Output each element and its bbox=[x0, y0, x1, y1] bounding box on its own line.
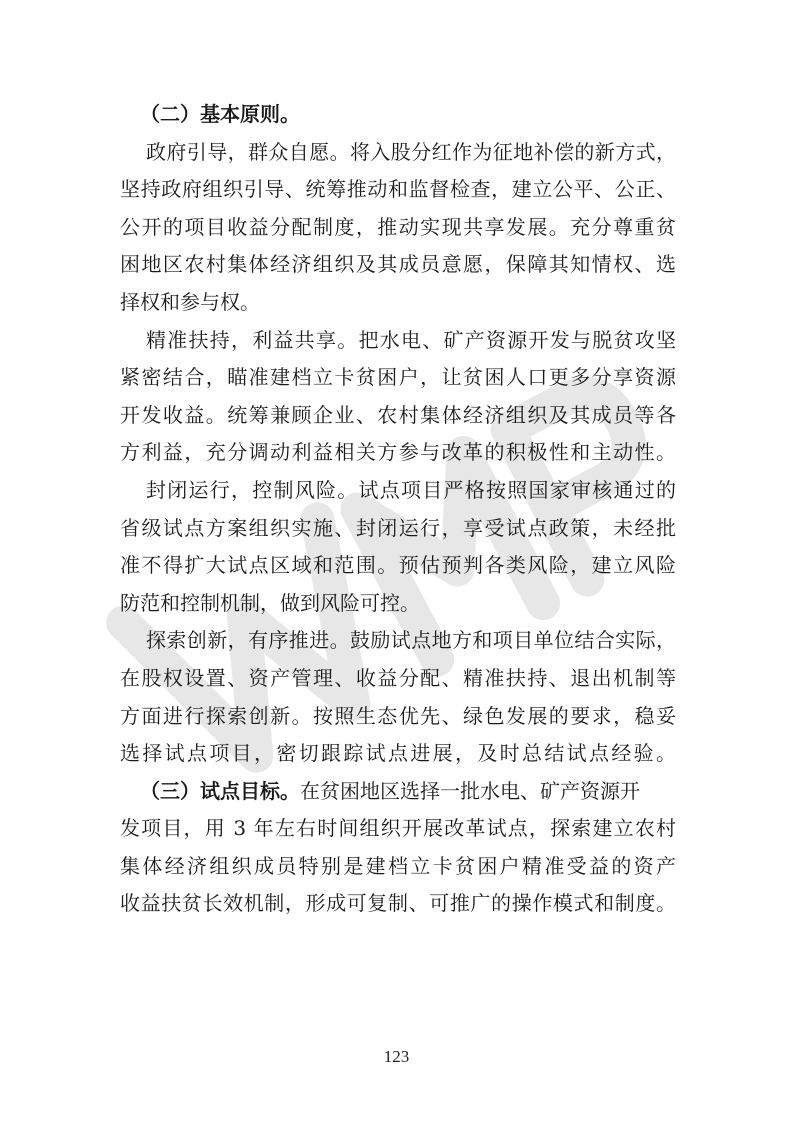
text-line-rest: 在贫困地区选择一批水电、矿产资源开 bbox=[300, 778, 640, 803]
text-line: 发项目，用 3 年左右时间组织开展改革试点，探索建立农村 bbox=[120, 816, 676, 841]
text-line: 困地区农村集体经济组织及其成员意愿，保障其知情权、选 bbox=[120, 252, 676, 277]
text-line: 封闭运行，控制风险。试点项目严格按照国家审核通过的 bbox=[146, 477, 676, 502]
paragraph-government-guidance bbox=[120, 134, 676, 322]
text-line: 精准扶持，利益共享。把水电、矿产资源开发与脱贫攻坚 bbox=[146, 327, 676, 352]
text-line: 在股权设置、资产管理、收益分配、精准扶持、退出机制等 bbox=[120, 665, 676, 690]
text-line: 坚持政府组织引导、统筹推动和监督检查，建立公平、公正、 bbox=[120, 177, 676, 202]
text-line: 探索创新，有序推进。鼓励试点地方和项目单位结合实际， bbox=[146, 628, 676, 653]
paragraph-closed-operation bbox=[120, 472, 676, 622]
paragraph-exploration-innovation bbox=[120, 622, 676, 772]
text-line: 集体经济组织成员特别是建档立卡贫困户精准受益的资产 bbox=[120, 853, 676, 878]
text-line: 方面进行探索创新。按照生态优先、绿色发展的要求，稳妥 bbox=[120, 703, 676, 728]
text-line bbox=[120, 773, 676, 811]
text-line: 方利益，充分调动利益相关方参与改革的积极性和主动性。 bbox=[120, 440, 676, 465]
document-body bbox=[120, 96, 676, 923]
text-line: 省级试点方案组织实施、封闭运行，享受试点政策，未经批 bbox=[120, 515, 676, 540]
text-line: 收益扶贫长效机制，形成可复制、可推广的操作模式和制度。 bbox=[120, 891, 676, 916]
text-line: 择权和参与权。 bbox=[120, 289, 260, 314]
text-line: 紧密结合，瞄准建档立卡贫困户，让贫困人口更多分享资源 bbox=[120, 365, 676, 390]
text-line: 选择试点项目，密切跟踪试点进展，及时总结试点经验。 bbox=[120, 741, 676, 766]
text-line: 公开的项目收益分配制度，推动实现共享发展。充分尊重贫 bbox=[120, 214, 676, 239]
page-number: 123 bbox=[383, 1047, 410, 1066]
text-line: 开发收益。统筹兼顾企业、农村集体经济组织及其成员等各 bbox=[120, 402, 676, 427]
paragraph-precise-support bbox=[120, 322, 676, 472]
text-line: 政府引导，群众自愿。将入股分红作为征地补偿的新方式， bbox=[146, 139, 676, 164]
text-line: 防范和控制机制，做到风险可控。 bbox=[120, 590, 420, 615]
paragraph-pilot-goals bbox=[120, 773, 676, 923]
text-line: 准不得扩大试点区域和范围。预估预判各类风险，建立风险 bbox=[120, 553, 676, 578]
section-heading-basic-principles: （二）基本原则。 bbox=[140, 102, 300, 126]
section-heading-pilot-goals: （三）试点目标。 bbox=[140, 778, 300, 803]
